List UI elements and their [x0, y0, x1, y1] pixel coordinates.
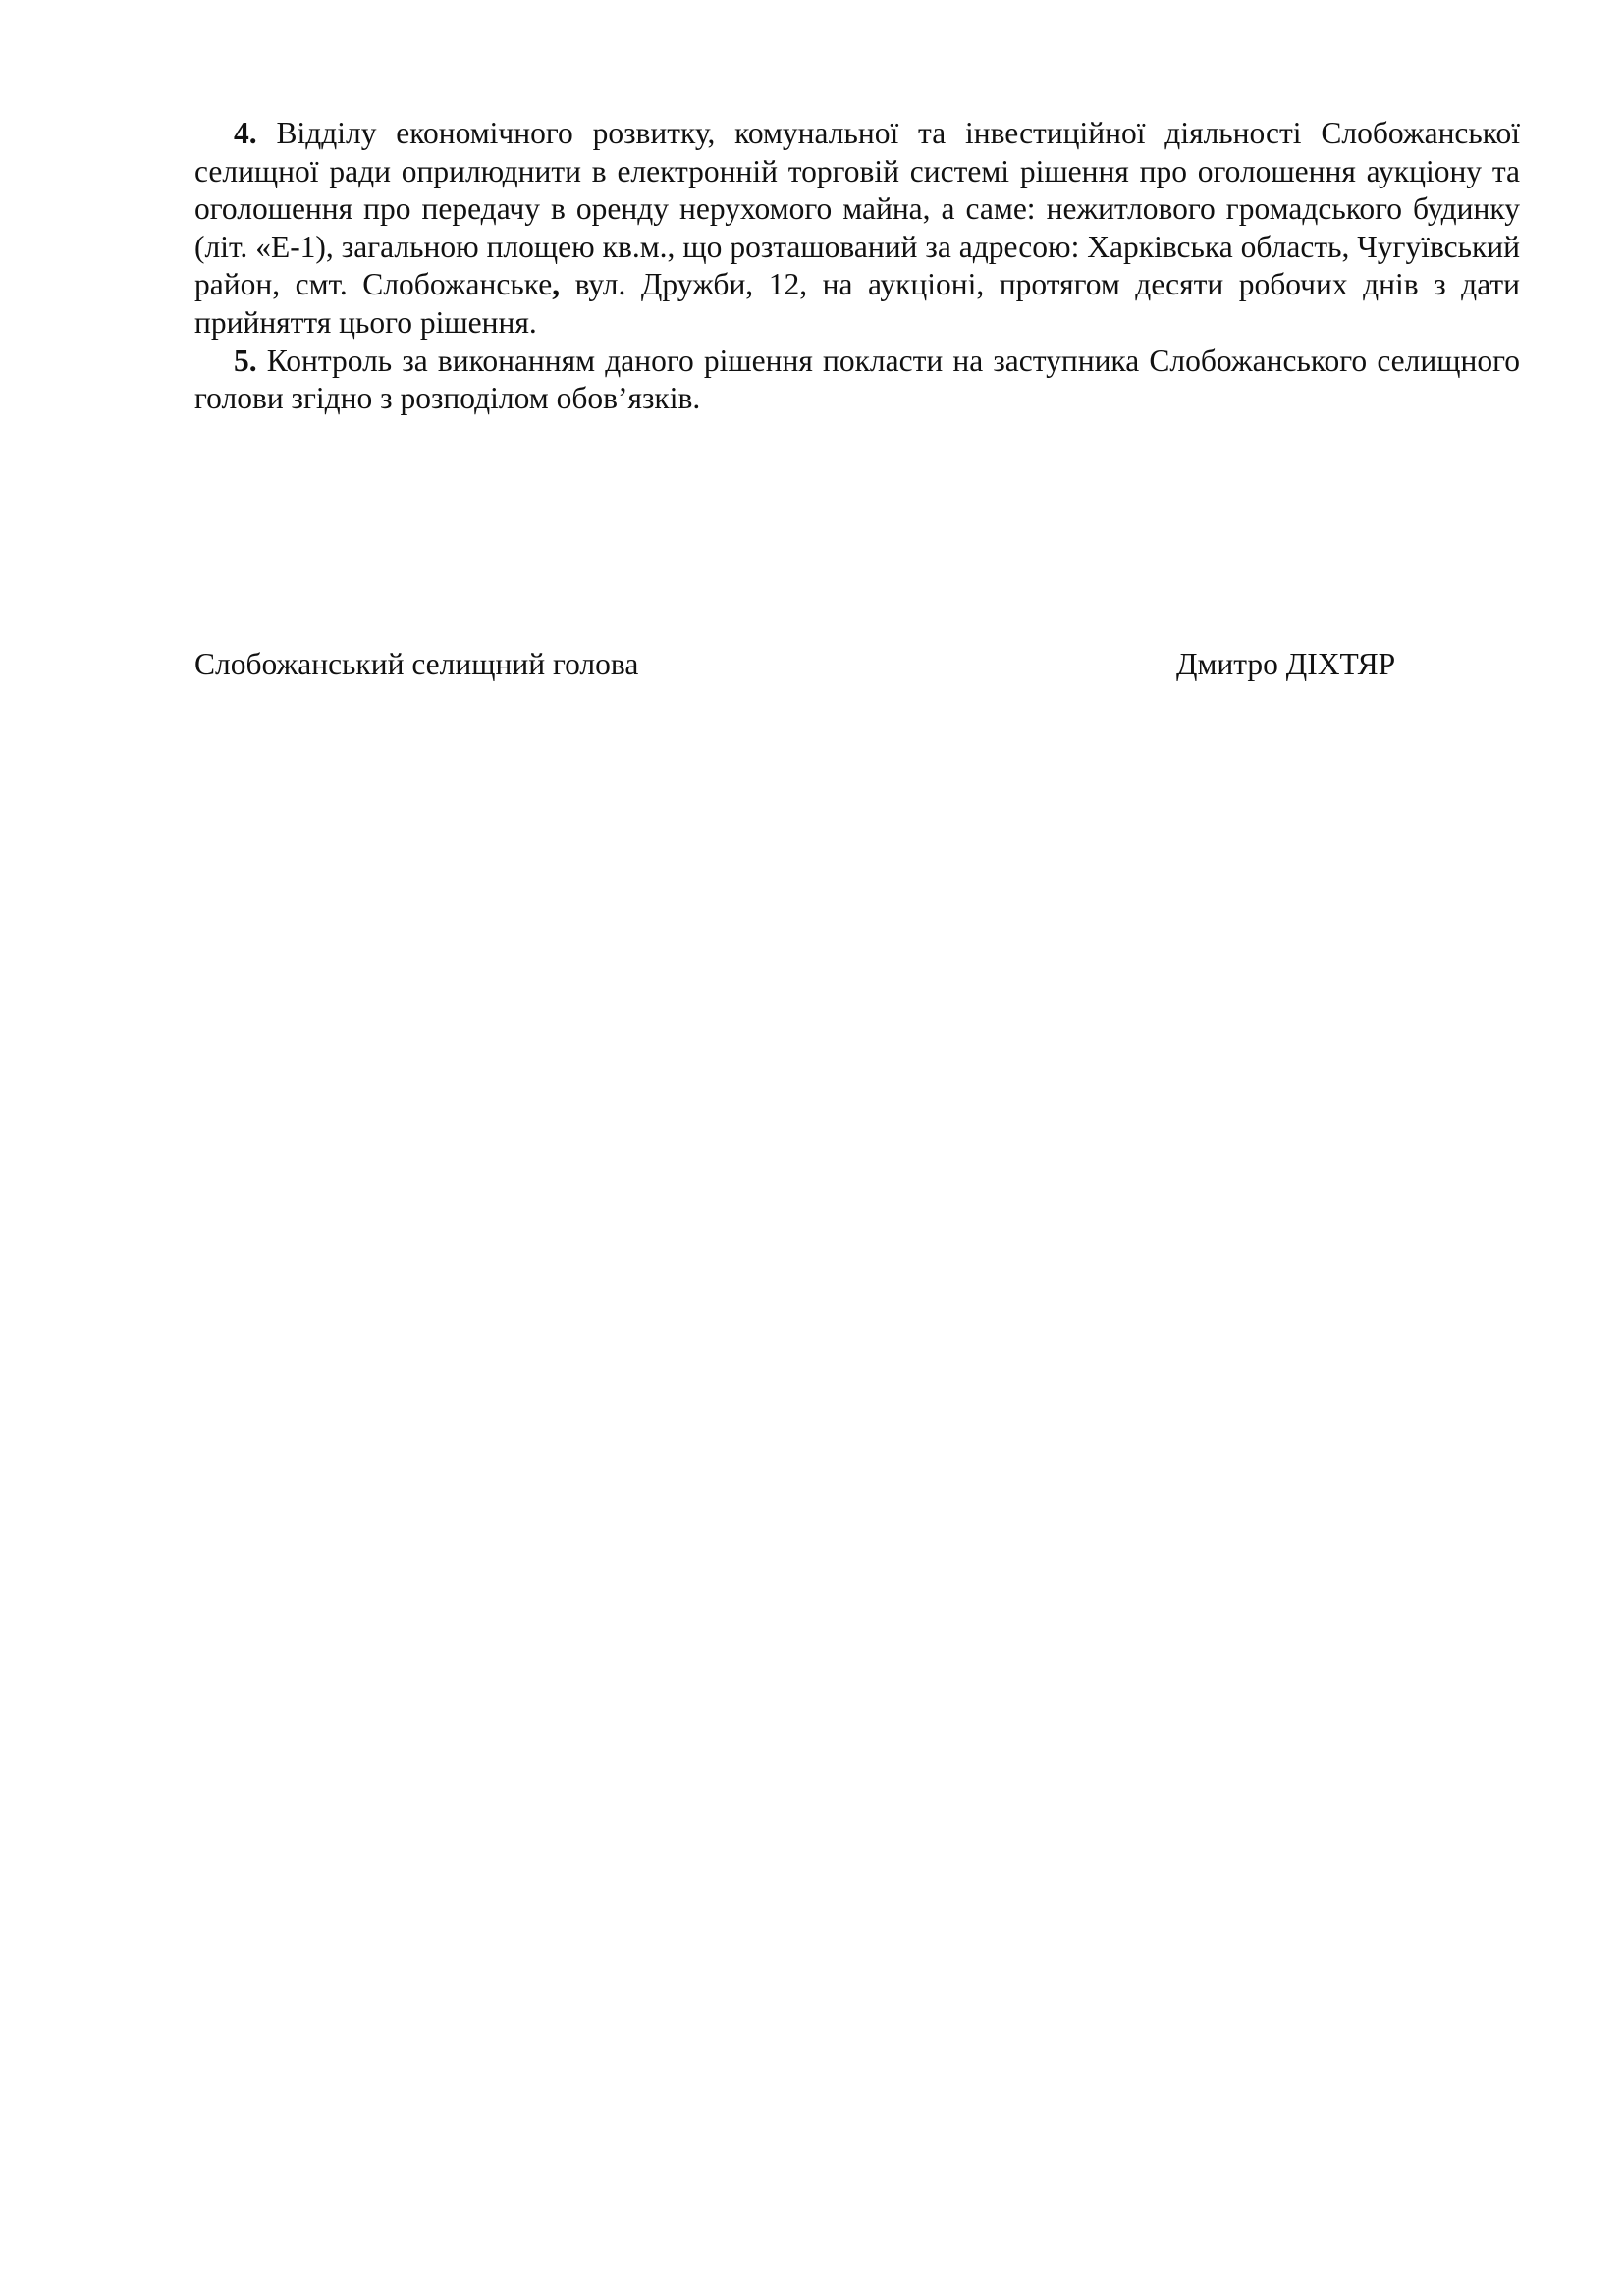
paragraph-number: 4.	[234, 116, 257, 150]
paragraph-text: Контроль за виконанням даного рішення покласти на заступника Слобожанського селищного голови згідно з розподілом обов’язків.	[194, 343, 1520, 416]
signatory-name: Дмитро ДІХТЯР	[1176, 647, 1396, 681]
paragraph-number: 5.	[234, 343, 257, 378]
signatory-position: Слобожанський селищний голова	[194, 647, 639, 681]
document-body	[194, 115, 1520, 418]
paragraph-text-continued: вул. Дружби, 12, на аукціоні, протягом десяти робочих днів з дати прийняття цього рішення.	[194, 267, 1520, 340]
paragraph-4	[194, 115, 1520, 343]
paragraph-5	[194, 343, 1520, 418]
paragraph-text: Відділу економічного розвитку, комунальної та інвестиційної діяльності Слобожанської селищної ради оприлюднити в електронній торговій системі рішення про оголошення аукціону та оголошення про передачу в оренду нерухомого майна, а саме: нежитлового громадського будинку (літ. «Е-1), загальною площею кв.м., що розташований за адресою: Харківська область, Чугуївський район, смт. Слобожанське	[194, 116, 1520, 302]
bold-comma: ,	[552, 267, 561, 302]
